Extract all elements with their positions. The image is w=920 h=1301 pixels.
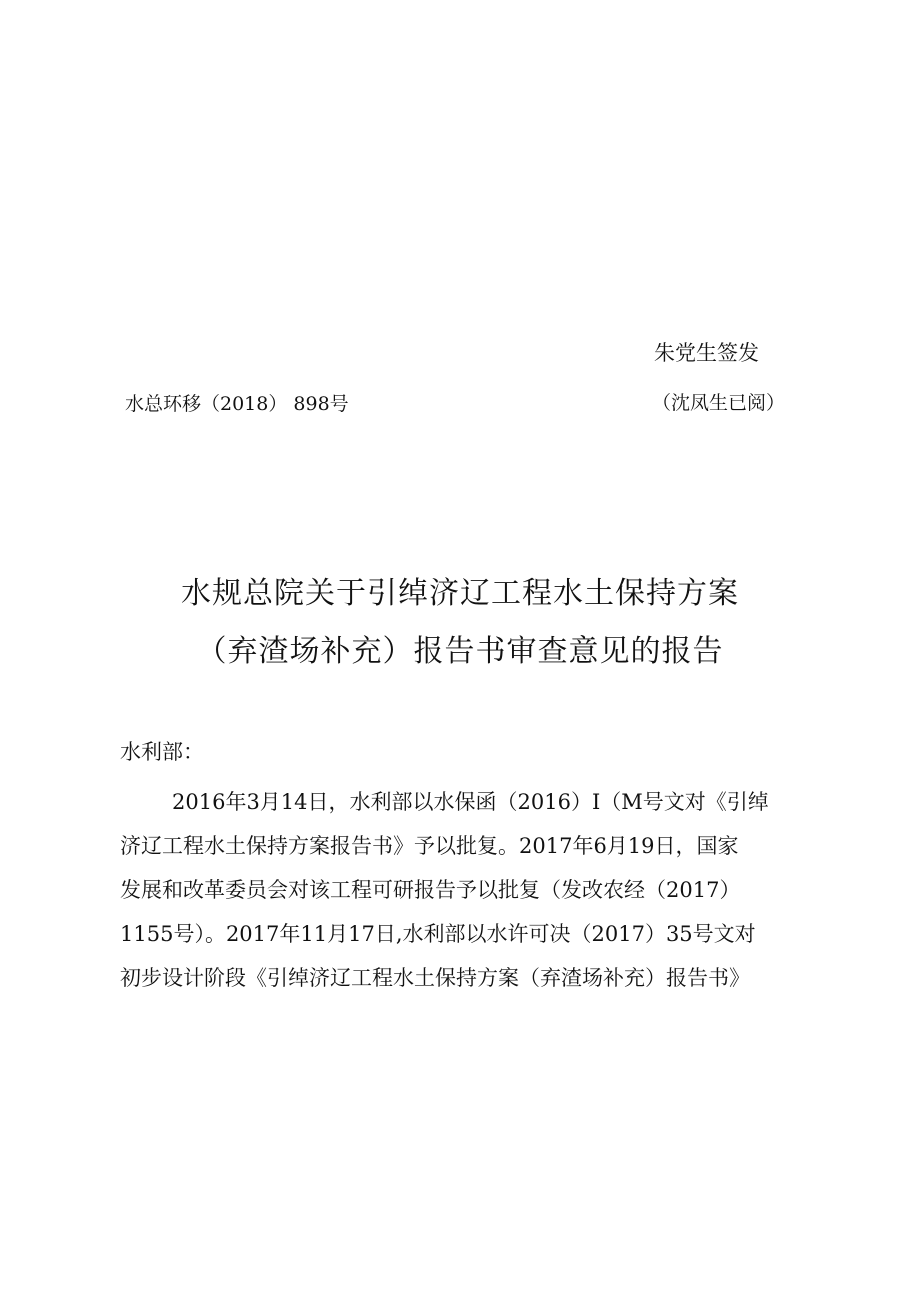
body-text-line-2: 济辽工程水土保持方案报告书》予以批复。2017年6月19日，国家 bbox=[120, 834, 739, 858]
reviewer-note: （沈凤生已阅） bbox=[652, 392, 786, 414]
body-text-line-4: 1155号）。2017年11月17日,水利部以水许可决（2017）35号文对 bbox=[120, 922, 756, 946]
body-text-line-5: 初步设计阶段《引绰济辽工程水土保持方案（弃渣场补充）报告书》 bbox=[120, 966, 750, 990]
body-text-line-3: 发展和改革委员会对该工程可研报告予以批复（发改农经（2017） bbox=[120, 878, 741, 902]
signer-note: 朱党生签发 bbox=[654, 341, 759, 365]
document-number: 水总环移（2018） 898号 bbox=[125, 393, 349, 415]
document-title-line-2: （弃渣场补充）报告书审查意见的报告 bbox=[196, 634, 724, 669]
body-text-line-1: 2016年3月14日，水利部以水保函（2016）I（M号文对《引绰 bbox=[172, 790, 769, 814]
recipient-salutation: 水利部： bbox=[120, 740, 204, 764]
document-title-line-1: 水规总院关于引绰济辽工程水土保持方案 bbox=[181, 576, 739, 611]
